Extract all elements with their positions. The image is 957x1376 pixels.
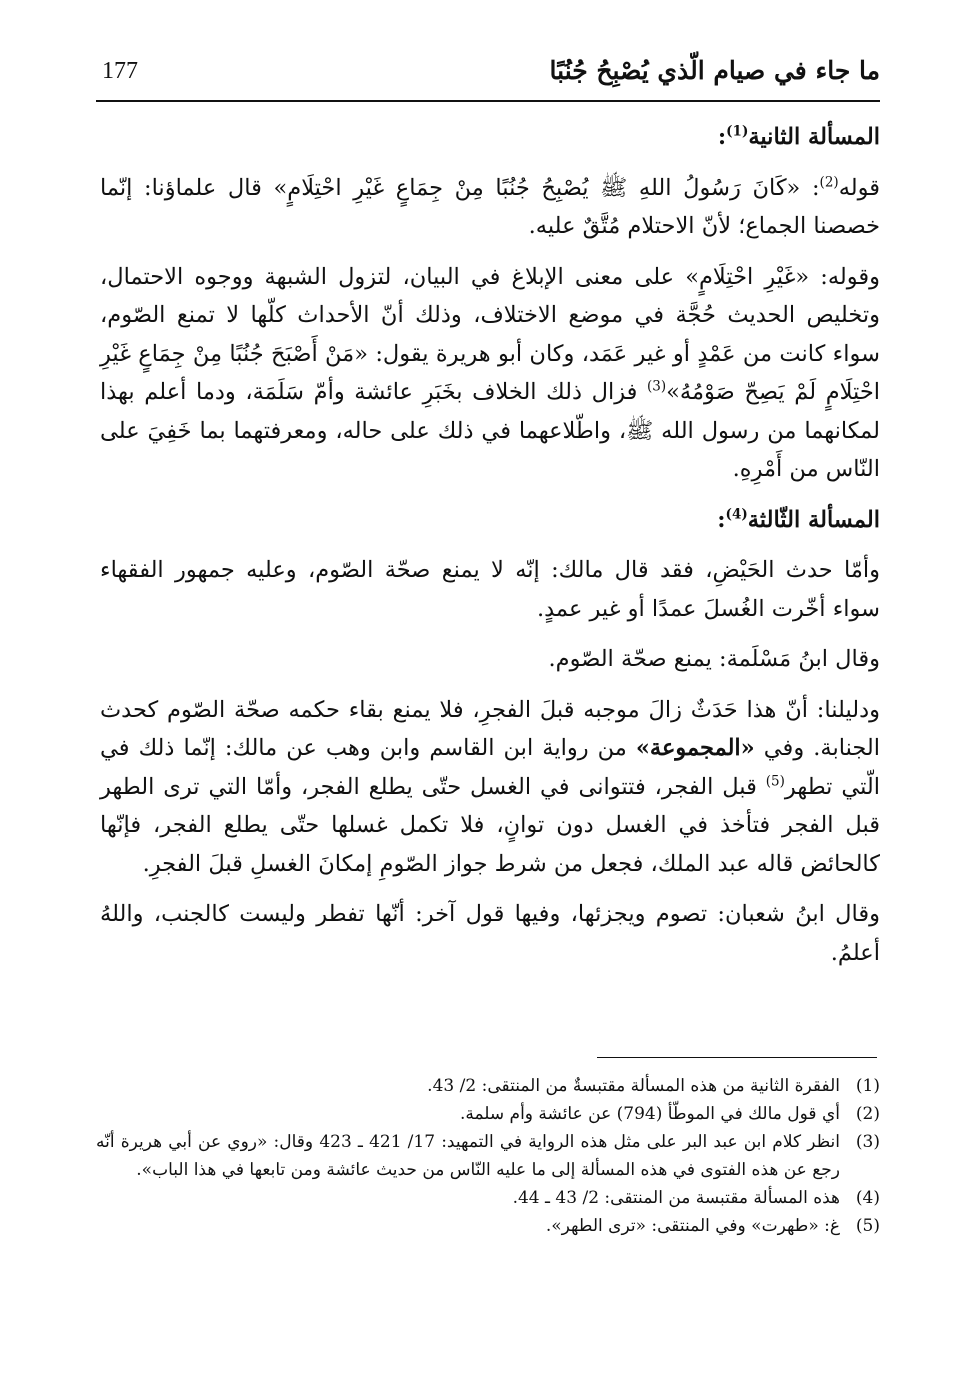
paragraph: [100, 258, 880, 489]
footnote: [96, 1212, 880, 1240]
text-run: وقوله: «غَيْرِ احْتِلَامٍ» على معنى الإبلاغ في البيان، لتزول الشبهة ووجوه الاحتمال، وتخليص الحديث حُجَّة في موضع الاختلاف، وذلك أنّ الأحداث كلّها لا تمنع الصّوم، سواء كانت من عَمْدٍ أو غير عَمَد، وكان أبو هريرة يقول: «مَنْ أَصْبَحَ جُنُبًا مِنْ جِمَاعٍ غَيْرِ احْتِلَامٍ لَمْ يَصِحّ صَوْمُهُ»: [100, 263, 880, 405]
footnote: [96, 1184, 880, 1212]
footnote-text: غ: «طهرت» وفي المنتقى: «ترى الطهر».: [545, 1216, 840, 1236]
footnote-ref[interactable]: (5): [765, 773, 785, 789]
footnote-separator: [597, 1057, 877, 1058]
footnote-ref[interactable]: (3): [646, 378, 667, 395]
heading-text: المسألة الثّالثة: [747, 506, 880, 533]
running-title: ما جاء في صيام الّذي يُصْبِحُ جُنُبًا: [549, 56, 880, 85]
paragraph: وأمّا حدث الحَيْضِ، فقد قال مالك: إنّه لا يمنع صحّة الصّوم، وعليه جمهور الفقهاء سواء أخّرت الغُسلَ عمدًا أو غير عمدٍ.: [100, 557, 880, 622]
section-heading-3: [100, 501, 880, 540]
footnote-ref[interactable]: (2): [819, 174, 839, 190]
footnote-number: (1): [855, 1076, 880, 1096]
footnote-number: (3): [855, 1132, 880, 1152]
text-run: من رواية ابن القاسم وابن وهب عن مالك: إنّما ذلك في الّتي تطهر: [100, 735, 880, 800]
footnote-number: (5): [855, 1216, 880, 1236]
heading-colon: :: [717, 124, 727, 150]
page-number: 177: [102, 58, 138, 84]
footnote: [96, 1100, 880, 1128]
text-run: فزال ذلك الخلاف بخَبَرِ عائشة وأمّ سَلَمَة، ودما أعلم بهذا لمكانهما من رسول الله ﷺ، واطّلاعهما في ذلك على حاله، ومعرفتهما بما خَفِيَ على النّاس من أَمْرِهِ.: [100, 379, 880, 482]
paragraph: وقال ابنُ شعبان: تصوم ويجزئها، وفيها قول آخر: أنّها تفطر وليست كالجنب، واللهُ أعلمُ.: [100, 901, 880, 966]
paragraph: [100, 169, 880, 246]
footnote-text: أي قول مالك في الموطّأ (794) عن عائشة وأم سلمة.: [459, 1104, 840, 1124]
footnote-number: (2): [855, 1104, 880, 1124]
footnote-text: انظر كلام ابن عبد البر على مثل هذه الرواية في التمهيد: 17/ 421 ـ 423 وقال: «روي عن أبي هريرة أنّه رجع عن هذه الفتوى في هذه المسألة إلى ما عليه النّاس من حديث عائشة ومن تابعها في هذا الباب».: [96, 1132, 840, 1180]
footnote-text: الفقرة الثانية من هذه المسألة مقتبسةٌ من المنتقى: 2/ 43.: [427, 1076, 840, 1096]
text-run: قوله: [838, 174, 880, 201]
footnote-ref[interactable]: (1): [726, 123, 749, 140]
text-run: : «كَانَ رَسُولُ اللهِ ﷺ يُصْبِحُ جُنُبًا مِنْ جِمَاعٍ غَيْرِ احْتِلَامٍ» قال علماؤنا: إنّما خصصنا الجماع؛ لأنّ الاحتلام مُتَّقٌ عليه.: [100, 174, 880, 239]
book-title: «المجموعة»: [635, 735, 755, 761]
footnote-number: (4): [855, 1188, 880, 1208]
main-text: [100, 118, 880, 984]
text-run: ودليلنا: أنّ هذا حَدَثٌ زالَ موجبه قبلَ الفجرِ، فلا يمنع بقاء حكمه صحّة الصّوم كحدث الجنابة. وفي: [100, 696, 880, 761]
footnotes: [96, 1072, 880, 1240]
footnote-ref[interactable]: (4): [725, 506, 748, 522]
heading-colon: :: [717, 506, 726, 533]
paragraph: وقال ابنُ مَسْلَمة: يمنع صحّة الصّوم.: [548, 646, 880, 672]
footnote: [96, 1128, 880, 1184]
text-run: قبل الفجر، فتتوانى في الغسل حتّى يطلع الفجر، وأمّا التي ترى الطهر قبل الفجر فتأخذ في الغسل دون توانٍ، فلا تكمل غسلها حتّى يطلع الفجر، فإنّها كالحائض قاله عبد الملك، فجعل من شرط جواز الصّومِ إمكانَ الغسلِ قبلَ الفجرِ.: [100, 773, 880, 877]
running-header: [96, 54, 880, 102]
heading-text: المسألة الثانية: [748, 124, 880, 150]
section-heading-2: [100, 118, 880, 157]
footnote-text: هذه المسألة مقتبسة من المنتقى: 2/ 43 ـ 44.: [512, 1188, 840, 1208]
footnote: [96, 1072, 880, 1100]
paragraph: [100, 691, 880, 884]
